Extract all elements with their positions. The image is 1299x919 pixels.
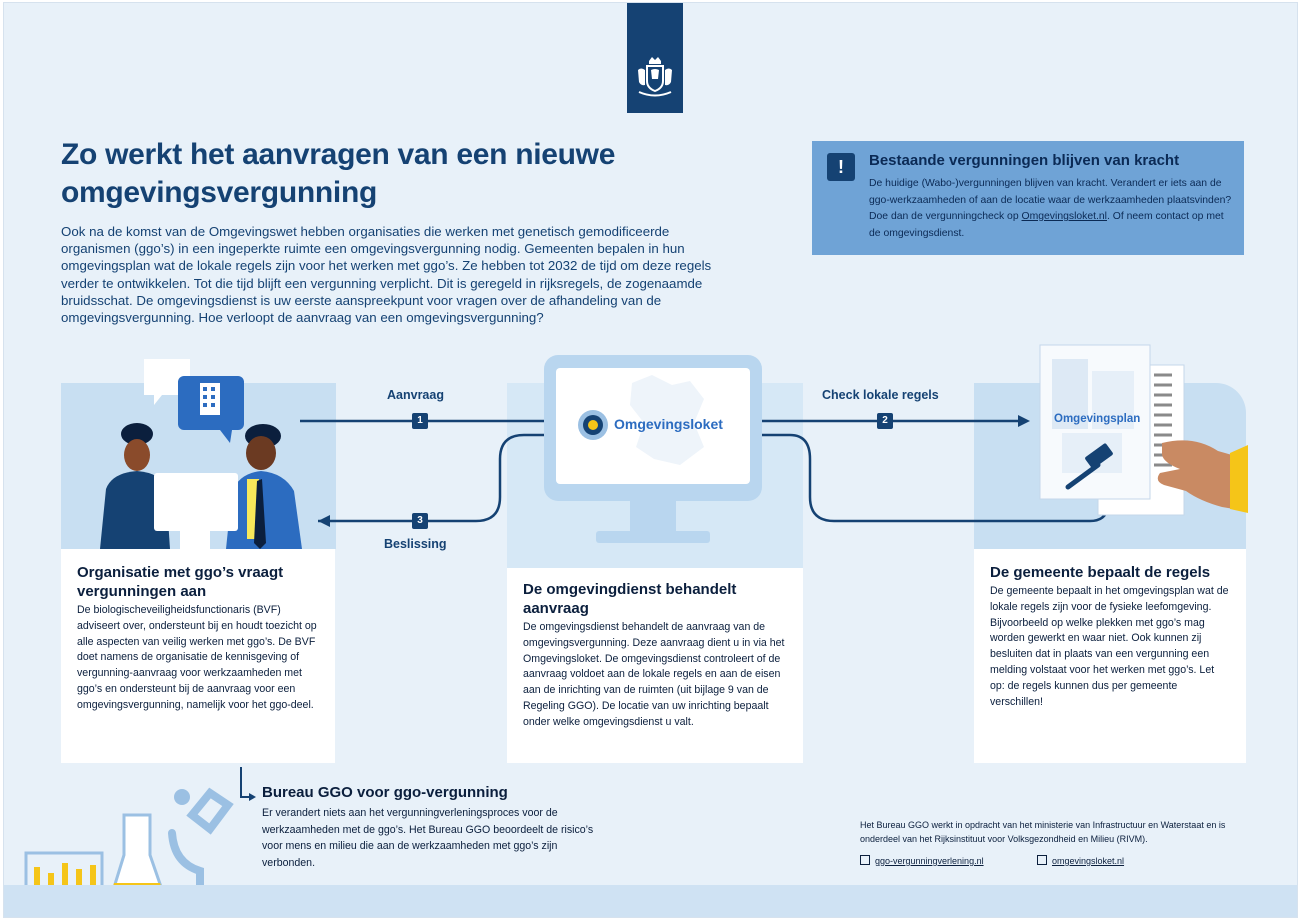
organisatie-card	[61, 549, 335, 763]
organisatie-card-title: Organisatie met ggo’s vraagt vergunningen aan	[77, 564, 284, 600]
step-2-badge: 2	[877, 413, 893, 429]
laptop-icon	[154, 473, 238, 531]
gemeente-card-text: De gemeente bepaalt in het omgevingsplan wat de lokale regels zijn voor de fysieke leefomgeving. Bijvoorbeeld op welke plekken met ggo’s mag worden gewerkt en waar niet. Ook kunnen zij besluiten dat in plaats van een vergunning een melding volstaat voor het werken met ggo’s. Let op: de regels kunnen dus per gemeente verschillen!	[990, 585, 1229, 708]
aanvraag-label: Aanvraag	[387, 388, 444, 402]
bureau-ggo-text: Er verandert niets aan het vergunningverleningsproces voor de werkzaamheden met de ggo’s. Het Bureau GGO beoordeelt de risico’s voor mens en milieu die aan de werkzaamheden met ggo’s zijn verbonden.	[262, 807, 594, 869]
external-link-icon	[860, 855, 870, 865]
omgevingsloket-logo-icon	[578, 410, 608, 440]
ggo-vergunningverlening-link[interactable]	[860, 855, 984, 866]
omgevingsplan-label: Omgevingsplan	[1054, 413, 1141, 425]
omgevingsplan-document-icon	[1040, 345, 1184, 515]
omgevingsloket-link[interactable]: Omgevingsloket.nl	[1021, 211, 1107, 222]
bureau-ggo-title: Bureau GGO voor ggo-vergunning	[262, 784, 508, 801]
omgevingsloket-footer-link[interactable]	[1037, 855, 1124, 866]
notice-text-after: . Of neem contact op met de omgevingsdienst.	[869, 211, 1224, 239]
step-3-badge: 3	[412, 513, 428, 529]
gemeente-card-title: De gemeente bepaalt de regels	[990, 564, 1211, 581]
flow-illustration	[4, 3, 1297, 917]
bottom-strip	[4, 885, 1297, 917]
organisatie-card-text: De biologischeveiligheidsfunctionaris (BVF) adviseert over, ondersteunt bij en houdt toezicht op alle aspecten van veilig werken met ggo’s. De BVF doet namens de organisatie de kennisgeving of vergunning-aanvraag voor werkzaamheden met ggo’s en ondersteunt bij de aanvraag voor een omgevingsvergunning, namelijk voor het ggo-deel.	[77, 604, 317, 711]
step-1-badge: 1	[412, 413, 428, 429]
gemeente-card	[974, 549, 1246, 763]
beslissing-arrow	[318, 435, 544, 521]
check-lokale-regels-label: Check lokale regels	[822, 388, 939, 402]
external-link-icon	[1037, 855, 1047, 865]
omgevingsloket-footer-link-text: omgevingsloket.nl	[1052, 856, 1125, 866]
omgevingsdienst-card	[507, 568, 803, 763]
exclamation-icon: !	[827, 153, 855, 181]
beslissing-label: Beslissing	[384, 537, 447, 551]
intro-text: Ook na de komst van de Omgevingswet hebben organisaties die werken met genetisch gemodificeerde organismen (ggo’s) in een ingeperkte ruimte een omgevingsvergunning nodig. Gemeenten bepalen in hun omgevingsplan wat de lokale regels zijn voor het werken met ggo’s. Ze hebben tot 2032 de tijd om deze regels verder te ontwikkelen. Tot die tijd blijft een vergunning verplicht. Dit is geregeld in rijksregels, de zogenaamde bruidsschat. De omgevingsdienst is uw eerste aanspreekpunt voor vragen over de afhandeling van de omgevingsvergunning. Hoe verloopt de aanvraag van een omgevingsvergunning?	[61, 224, 712, 326]
footer-note: Het Bureau GGO werkt in opdracht van het ministerie van Infrastructuur en Waterstaat en is onderdeel van het Rijksinstituut voor Volksgezondheid en Milieu (RIVM).	[860, 820, 1226, 844]
omgevingsdienst-card-title: De omgevingdienst behandelt aanvraag	[523, 581, 737, 617]
bureau-branch-arrow	[241, 767, 254, 797]
notice-text-before: De huidige (Wabo-)vergunningen blijven van kracht. Verandert er iets aan de ggo-werkzaamheden of aan de locatie waar de werkzaamheden plaatsvinden? Doe dan de vergunningcheck op	[869, 178, 1232, 222]
omgevingsdienst-card-text: De omgevingsdienst behandelt de aanvraag van de omgevingsvergunning. Deze aanvraag dient u in via het Omgevingsloket. De omgevingsdienst controleert of de aanvraag voldoet aan de lokale regels en aan de eisen aan de inrichting van de ruimten (uit bijlage 9 van de Regeling GGO). De locatie van uw inrichting bepaalt onder welke omgevingsdienst u valt.	[523, 621, 785, 728]
omgevingsloket-logo-text: Omgevingsloket	[614, 416, 723, 432]
page-title: Zo werkt het aanvragen van een nieuwe omgevingsvergunning	[61, 138, 616, 209]
infographic-page	[3, 2, 1298, 918]
ggo-vergunningverlening-link-text: ggo-vergunningverlening.nl	[875, 856, 984, 866]
monitor-icon	[544, 355, 762, 543]
notice-title: Bestaande vergunningen blijven van kracht	[869, 152, 1180, 169]
